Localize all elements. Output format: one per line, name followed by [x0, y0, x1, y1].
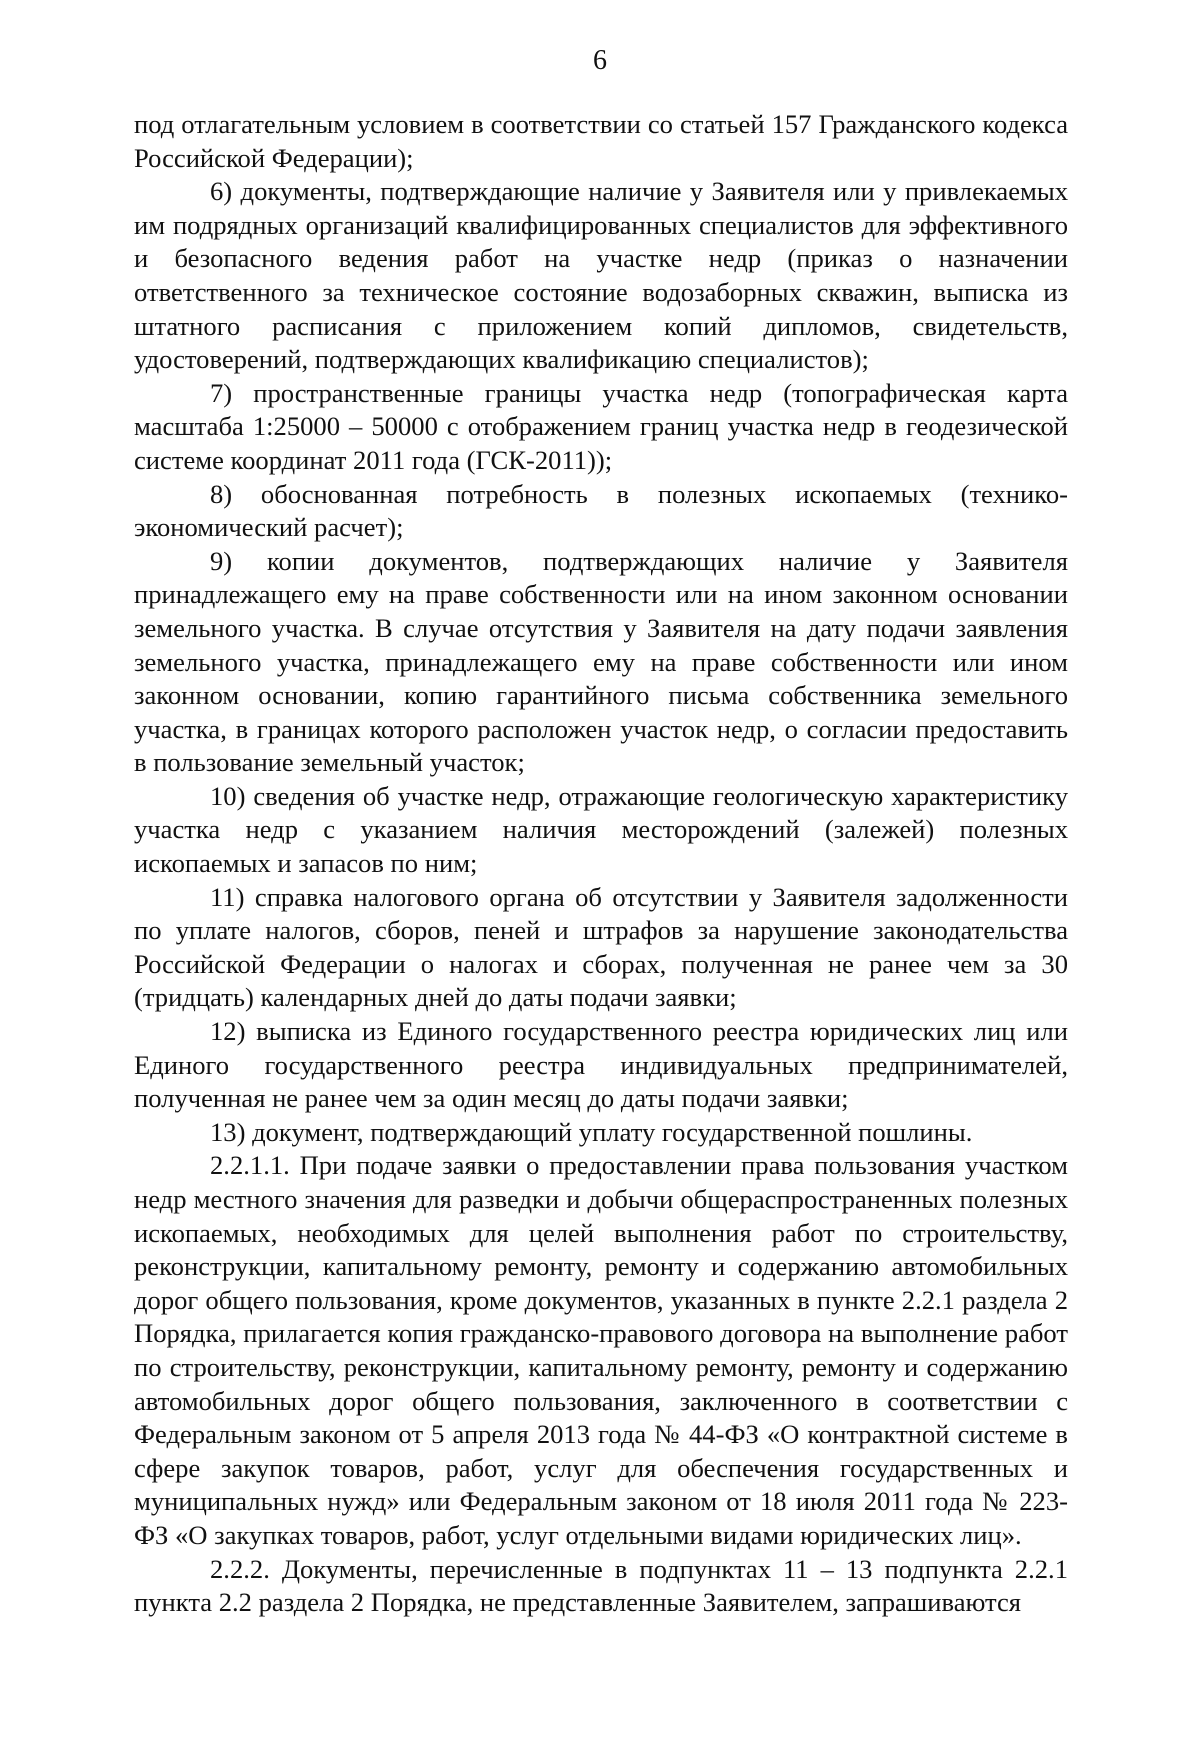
document-body [134, 108, 1068, 1620]
paragraph-item-8: 8) обоснованная потребность в полезных ископаемых (технико-экономический расчет); [134, 478, 1068, 543]
paragraph-item-9: 9) копии документов, подтверждающих наличие у Заявителя принадлежащего ему на праве собственности или на ином законном основании земельного участка. В случае отсутствия у Заявителя на дату подачи заявления земельного участка, принадлежащего ему на праве собственности или ином законном основании, копию гарантийного письма собственника земельного участка, в границах которого расположен участок недр, о согласии предоставить в пользование земельный участок; [134, 545, 1068, 778]
paragraph-2-2-2: 2.2.2. Документы, перечисленные в подпунктах 11 – 13 подпункта 2.2.1 пункта 2.2 раздела 2 Порядка, не представленные Заявителем, запрашиваются [134, 1553, 1068, 1618]
paragraph-continuation: под отлагательным условием в соответствии со статьей 157 Гражданского кодекса Российской Федерации); [134, 109, 1068, 173]
paragraph-item-13: 13) документ, подтверждающий уплату государственной пошлины. [210, 1116, 973, 1147]
page-number: 6 [593, 45, 607, 76]
paragraph-item-12: 12) выписка из Единого государственного реестра юридических лиц или Единого государственного реестра индивидуальных предпринимателей, полученная не ранее чем за один месяц до даты подачи заявки; [134, 1016, 1068, 1114]
paragraph-item-11: 11) справка налогового органа об отсутствии у Заявителя задолженности по уплате налогов, сборов, пеней и штрафов за нарушение законодательства Российской Федерации о налогах и сборах, полученная не ранее чем за 30 (тридцать) календарных дней до даты подачи заявки; [134, 881, 1068, 1013]
paragraph-item-10: 10) сведения об участке недр, отражающие геологическую характеристику участка недр с указанием наличия месторождений (залежей) полезных ископаемых и запасов по ним; [134, 780, 1068, 879]
paragraph-2-2-1-1: 2.2.1.1. При подаче заявки о предоставлении права пользования участком недр местного значения для разведки и добычи общераспространенных полезных ископаемых, необходимых для целей выполнения работ по строительству, реконструкции, капитальному ремонту, ремонту и содержанию автомобильных дорог общего пользования, кроме документов, указанных в пункте 2.2.1 раздела 2 Порядка, прилагается копия гражданско-правового договора на выполнение работ по строительству, реконструкции, капитальному ремонту, ремонту и содержанию автомобильных дорог общего пользования, заключенного в соответствии с Федеральным законом от 5 апреля 2013 года № 44-ФЗ «О контрактной системе в сфере закупок товаров, работ, услуг для обеспечения государственных и муниципальных нужд» или Федеральным законом от 18 июля 2011 года № 223-ФЗ «О закупках товаров, работ, услуг отдельными видами юридических лиц». [134, 1150, 1068, 1550]
paragraph-item-6: 6) документы, подтверждающие наличие у Заявителя или у привлекаемых им подрядных организаций квалифицированных специалистов для эффективного и безопасного ведения работ на участке недр (приказ о назначении ответственного за техническое состояние водозаборных скважин, выписка из штатного расписания с приложением копий дипломов, свидетельств, удостоверений, подтверждающих квалификацию специалистов); [134, 176, 1068, 375]
paragraph-item-7: 7) пространственные границы участка недр (топографическая карта масштаба 1:25000 – 50000 с отображением границ участка недр в геодезической системе координат 2011 года (ГСК-2011)); [134, 377, 1068, 475]
